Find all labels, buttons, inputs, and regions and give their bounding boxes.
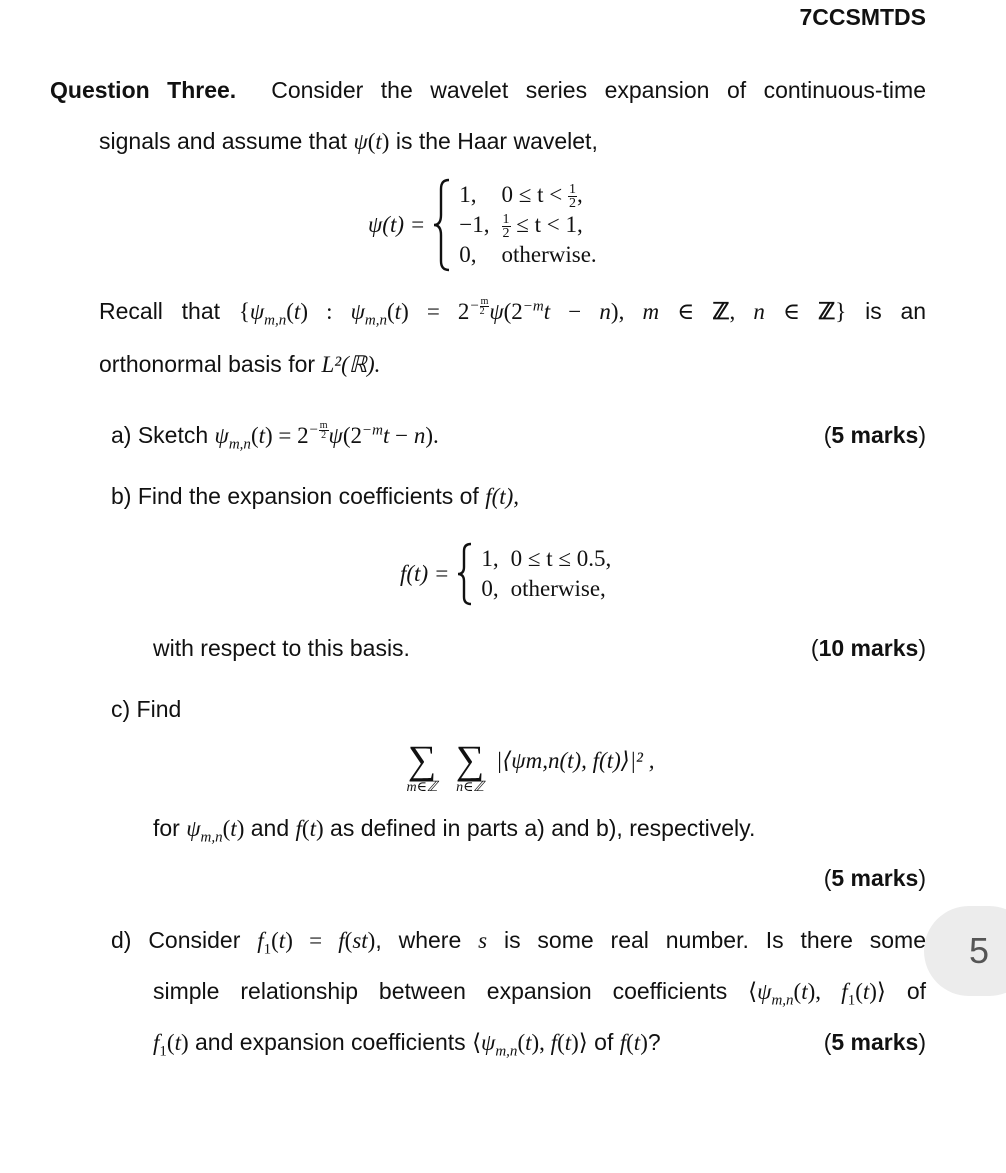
question-intro-line1 [50, 76, 926, 104]
d-line3-of: of [594, 1029, 614, 1055]
recall-pre: Recall that [99, 298, 221, 324]
part-d-marks: (5 marks) [823, 1029, 926, 1055]
part-b-marks: (10 marks) [810, 635, 926, 661]
d-line3-mid: and expansion coefficients [195, 1029, 466, 1055]
case-condition: otherwise. [501, 242, 597, 268]
cond-text: ≤ t < 1, [516, 212, 583, 237]
psi-case-row [453, 240, 602, 270]
part-d-line1 [111, 926, 927, 958]
case-condition: 0 ≤ t ≤ 0.5, [510, 546, 612, 571]
f-lhs: f(t) = [400, 561, 450, 586]
psi-lhs: ψ(t) = [368, 212, 426, 237]
frac-num: 1 [502, 212, 510, 228]
cond-text: 0 ≤ t < [501, 181, 563, 207]
course-code: 7CCSMTDS [799, 4, 926, 30]
d-line2-post: of [906, 978, 926, 1004]
case-value: 1, [481, 546, 499, 571]
recall-line2 [99, 350, 380, 379]
f-definition [400, 541, 617, 607]
c-line-pre: for [153, 815, 180, 841]
left-brace-icon [455, 541, 475, 607]
part-c-label: c) Find [111, 696, 182, 722]
recall-post: is an [865, 298, 927, 324]
part-c-line [153, 814, 756, 846]
part-a-label: a) Sketch [111, 422, 209, 448]
psi-mn-math: $\psi_{m,n}(t)$ [186, 816, 245, 846]
d-line1-mid: , where [375, 927, 462, 953]
part-b [111, 482, 519, 511]
cond-post: , [576, 181, 583, 207]
sum-block [398, 737, 446, 796]
intro-line2-post: is the Haar wavelet, [395, 128, 598, 154]
case-condition [496, 180, 603, 210]
part-c-marks: (5 marks) [823, 865, 926, 891]
d-line1-post: is some real number. Is there some [503, 927, 927, 953]
psi-symbol: ψ(t) [353, 129, 390, 154]
part-d-line3 [153, 1028, 661, 1060]
psi-cases-table [453, 180, 602, 270]
marks-number: 5 marks [831, 422, 919, 448]
question-title: Question Three. [50, 77, 237, 103]
c-line-mid: and [250, 815, 290, 841]
f1-def-math: $f_1(t) = f(st)$ [257, 928, 376, 958]
double-sum-expression [398, 737, 655, 796]
sum-block [446, 737, 494, 796]
f-math: f(t) [295, 816, 324, 841]
left-brace-icon [431, 177, 453, 273]
marks-number: 5 marks [831, 1029, 919, 1055]
frac-den: 2 [502, 226, 510, 242]
part-b-tail: with respect to this basis. [153, 635, 410, 661]
part-a-math: $\psi_{m,n}(t) = 2^{- \frac{m}{2}}$ $\psi(2^{-m}t - n)$. [214, 420, 439, 453]
sigma-icon: ∑ [407, 737, 437, 782]
page-tab [924, 906, 1006, 996]
s-math: s [478, 928, 488, 953]
recall-line1 [99, 296, 927, 329]
sum-subscript: n∈ℤ [456, 780, 484, 795]
f1-math: $f_1(t)$ [153, 1030, 189, 1060]
basis-set-math: {$\psi_{m,n}(t)$ : $\psi_{m,n}(t) = 2^{- \frac{m}{2}}$ $\psi(2^{-m}t - n)$, m ∈ ℤ, n ∈ ℤ} [238, 296, 847, 329]
d-line2-pre: simple relationship between expansion coefficients [153, 978, 728, 1004]
case-value: 1, [459, 181, 477, 207]
case-condition [496, 210, 603, 240]
part-b-label: b) Find the expansion coefficients of [111, 483, 479, 509]
case-condition: otherwise, [510, 576, 606, 601]
frac-num: 1 [568, 182, 576, 197]
sum-subscript: m∈ℤ [406, 780, 438, 795]
part-d-label: d) Consider [111, 927, 241, 953]
l2-space-math: L²(ℝ). [321, 352, 381, 377]
part-a [111, 420, 439, 453]
psi-case-row [453, 180, 602, 210]
intro-line2-pre: signals and assume that [99, 128, 348, 154]
case-value: −1, [459, 212, 490, 238]
psi-definition [368, 177, 603, 273]
f-cases-table [475, 544, 617, 604]
d-line3-q: ? [647, 1029, 661, 1055]
frac-den: 2 [568, 196, 576, 211]
intro-text: Consider the wavelet series expansion of continuous-time [271, 77, 926, 103]
f-case-row [475, 574, 617, 604]
f-case-row [475, 544, 617, 574]
case-value: 0, [481, 576, 499, 601]
page-number: 5 [969, 930, 990, 971]
sigma-icon: ∑ [455, 737, 485, 782]
fraction [568, 183, 577, 210]
coeff-f-math: $⟨\psi_{m,n}(t)$, f(t)⟩ [472, 1030, 588, 1060]
part-d-line2 [153, 977, 926, 1009]
question-intro-line2 [99, 127, 598, 156]
fraction [502, 213, 511, 240]
recall-line2-pre: orthonormal basis for [99, 351, 316, 377]
f-math: f(t) [619, 1030, 648, 1055]
psi-case-row [453, 210, 602, 240]
case-value: 0, [459, 242, 477, 268]
coeff-f1-math: $⟨\psi_{m,n}(t)$, $f_1(t)⟩$ [748, 979, 886, 1009]
marks-number: 5 marks [831, 865, 919, 891]
part-b-math: f(t), [485, 484, 520, 509]
sum-term: |⟨ψm,n(t), f(t)⟩|² , [496, 748, 655, 773]
marks-number: 10 marks [818, 635, 919, 661]
c-line-post: as defined in parts a) and b), respectively. [330, 815, 756, 841]
part-a-marks: (5 marks) [823, 422, 926, 448]
